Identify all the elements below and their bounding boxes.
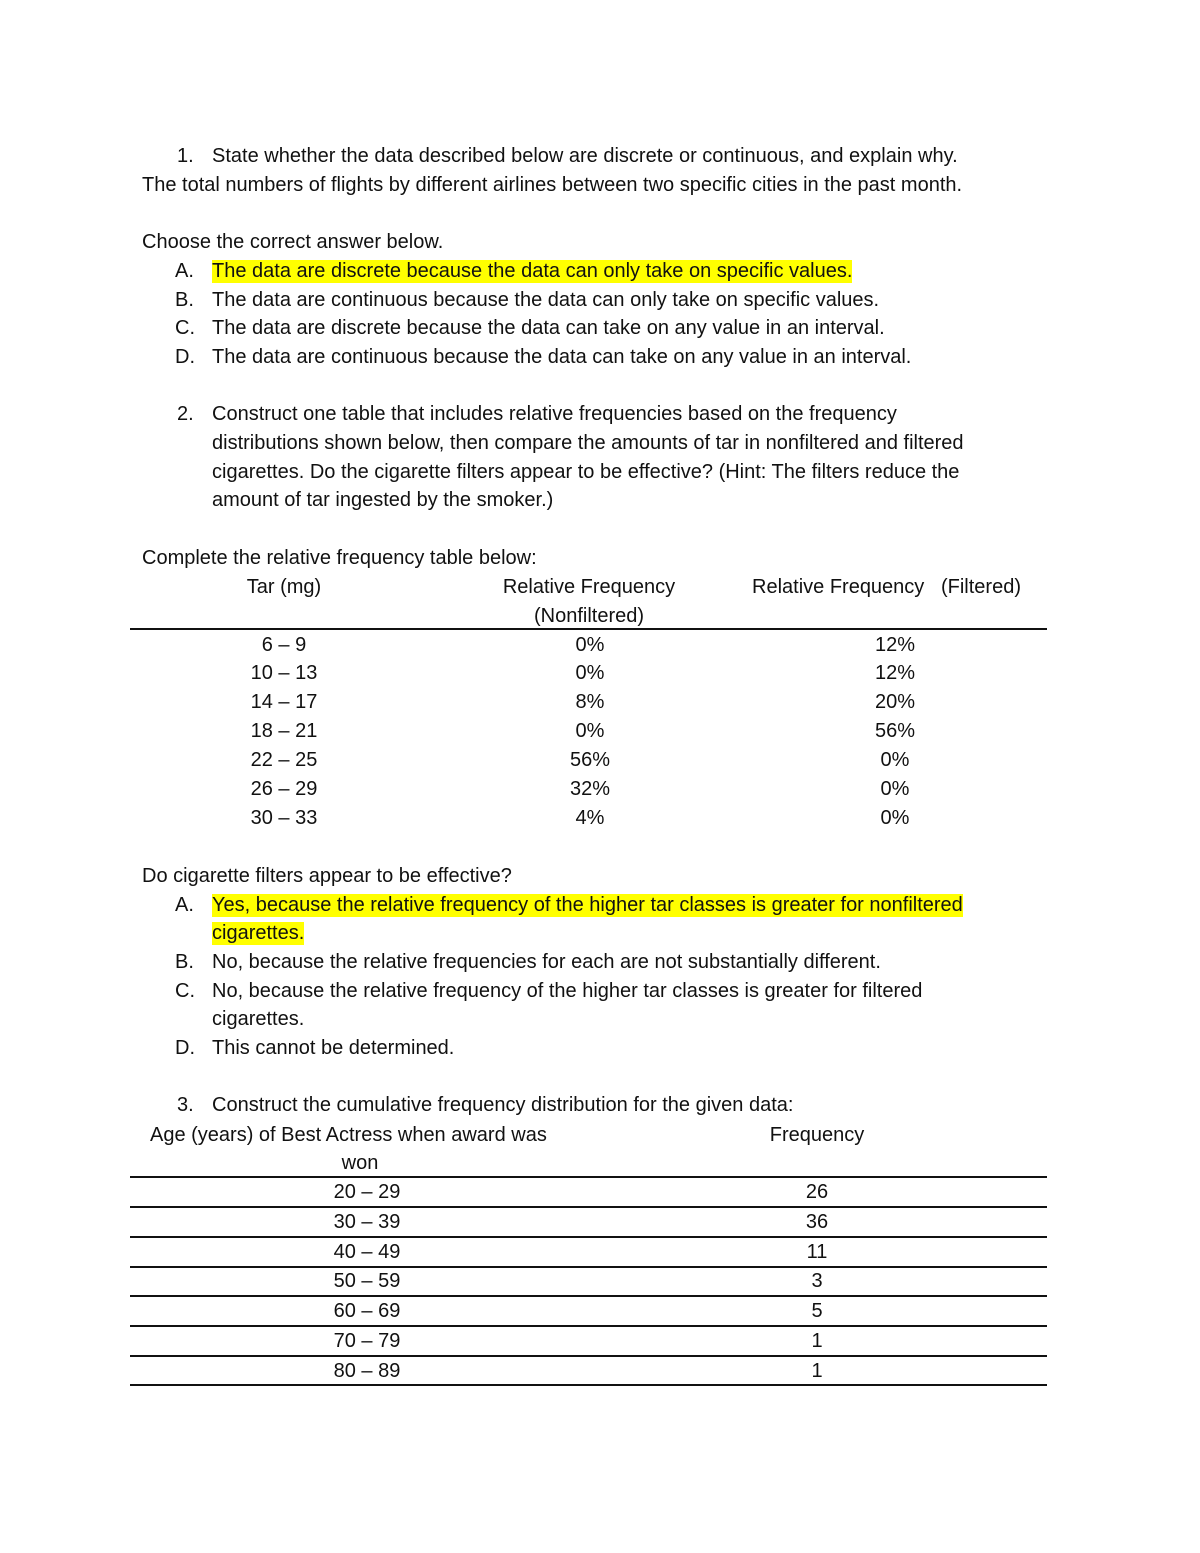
q2-option-d-text[interactable]: This cannot be determined. (212, 1037, 455, 1059)
q1-option-d-letter[interactable]: D. (175, 346, 195, 368)
nonfiltered-cell: 32% (569, 778, 611, 800)
q1-option-c-text[interactable]: The data are discrete because the data can take on any value in an interval. (212, 317, 885, 339)
frequency-cell: 3 (811, 1270, 823, 1292)
q2-prompt-line: distributions shown below, then compare the amounts of tar in nonfiltered and filtered (212, 432, 964, 454)
q2-option-a-text-cont[interactable]: cigarettes. (212, 922, 305, 944)
frequency-cell: 26 (805, 1181, 829, 1203)
table-divider (130, 1355, 1047, 1357)
age-cell: 60 – 69 (333, 1300, 401, 1322)
tar-cell: 10 – 13 (250, 662, 318, 684)
frequency-header: Frequency (769, 1124, 865, 1146)
table-divider (130, 1236, 1047, 1238)
q2-option-c-text[interactable]: No, because the relative frequency of the higher tar classes is greater for filtered (212, 980, 923, 1002)
frequency-cell: 1 (811, 1360, 823, 1382)
table-divider (130, 1176, 1047, 1178)
q2-option-d-letter[interactable]: D. (175, 1037, 195, 1059)
filtered-header: Relative Frequency (Filtered) (752, 576, 1021, 598)
q1-option-a-text[interactable]: The data are discrete because the data can only take on specific values. (212, 260, 853, 282)
frequency-cell: 36 (805, 1211, 829, 1233)
q1-option-b-letter[interactable]: B. (175, 289, 194, 311)
age-cell: 40 – 49 (333, 1241, 401, 1263)
nonfiltered-cell: 0% (575, 720, 605, 742)
filtered-cell: 12% (874, 634, 916, 656)
tar-cell: 14 – 17 (250, 691, 318, 713)
tar-cell: 6 – 9 (261, 634, 307, 656)
age-cell: 80 – 89 (333, 1360, 401, 1382)
age-cell: 70 – 79 (333, 1330, 401, 1352)
nonfiltered-cell: 0% (575, 662, 605, 684)
q1-option-c-letter[interactable]: C. (175, 317, 195, 339)
q1-number: 1. (177, 145, 194, 167)
table-divider (130, 1295, 1047, 1297)
filtered-cell: 20% (874, 691, 916, 713)
tar-cell: 18 – 21 (250, 720, 318, 742)
age-header-cont: won (341, 1152, 379, 1174)
nonfiltered-cell: 8% (575, 691, 605, 713)
nonfiltered-cell: 0% (575, 634, 605, 656)
q3-number: 3. (177, 1094, 194, 1116)
age-cell: 50 – 59 (333, 1270, 401, 1292)
q2-option-a-text[interactable]: Yes, because the relative frequency of the higher tar classes is greater for nonfiltered (212, 894, 963, 916)
q1-description: The total numbers of flights by different airlines between two specific cities in the past month. (142, 174, 963, 196)
tar-header: Tar (mg) (246, 576, 322, 598)
q1-instruction: Choose the correct answer below. (142, 231, 444, 253)
table-divider (130, 628, 1047, 630)
table-divider (130, 1206, 1047, 1208)
q2-prompt-line: amount of tar ingested by the smoker.) (212, 489, 554, 511)
q1-option-a-letter[interactable]: A. (175, 260, 194, 282)
table-divider (130, 1384, 1047, 1386)
filtered-cell: 0% (880, 778, 910, 800)
tar-cell: 30 – 33 (250, 807, 318, 829)
frequency-cell: 1 (811, 1330, 823, 1352)
nonfiltered-cell: 4% (575, 807, 605, 829)
frequency-cell: 5 (811, 1300, 823, 1322)
nonfiltered-header-sub: (Nonfiltered) (533, 605, 645, 627)
age-header: Age (years) of Best Actress when award was (150, 1124, 547, 1146)
q2-table-intro: Complete the relative frequency table below: (142, 547, 537, 569)
q2-option-b-letter[interactable]: B. (175, 951, 194, 973)
q1-option-d-text[interactable]: The data are continuous because the data can take on any value in an interval. (212, 346, 912, 368)
tar-cell: 22 – 25 (250, 749, 318, 771)
filtered-cell: 0% (880, 807, 910, 829)
filtered-cell: 12% (874, 662, 916, 684)
tar-cell: 26 – 29 (250, 778, 318, 800)
q1-option-b-text[interactable]: The data are continuous because the data can only take on specific values. (212, 289, 880, 311)
frequency-cell: 11 (806, 1241, 828, 1263)
table-divider (130, 1325, 1047, 1327)
age-cell: 20 – 29 (333, 1181, 401, 1203)
filtered-cell: 56% (874, 720, 916, 742)
nonfiltered-cell: 56% (569, 749, 611, 771)
age-cell: 30 – 39 (333, 1211, 401, 1233)
q2-option-c-letter[interactable]: C. (175, 980, 195, 1002)
q1-prompt: State whether the data described below are discrete or continuous, and explain why. (212, 145, 958, 167)
q2-prompt-line: Construct one table that includes relative frequencies based on the frequency (212, 403, 897, 425)
q3-prompt: Construct the cumulative frequency distribution for the given data: (212, 1094, 794, 1116)
q2-question: Do cigarette filters appear to be effective? (142, 865, 512, 887)
filtered-cell: 0% (880, 749, 910, 771)
q2-option-b-text[interactable]: No, because the relative frequencies for each are not substantially different. (212, 951, 881, 973)
table-divider (130, 1266, 1047, 1268)
q2-option-a-letter[interactable]: A. (175, 894, 194, 916)
q2-number: 2. (177, 403, 194, 425)
nonfiltered-header: Relative Frequency (502, 576, 676, 598)
q2-prompt-line: cigarettes. Do the cigarette filters appear to be effective? (Hint: The filters reduce the (212, 461, 960, 483)
q2-option-c-text-cont[interactable]: cigarettes. (212, 1008, 305, 1030)
